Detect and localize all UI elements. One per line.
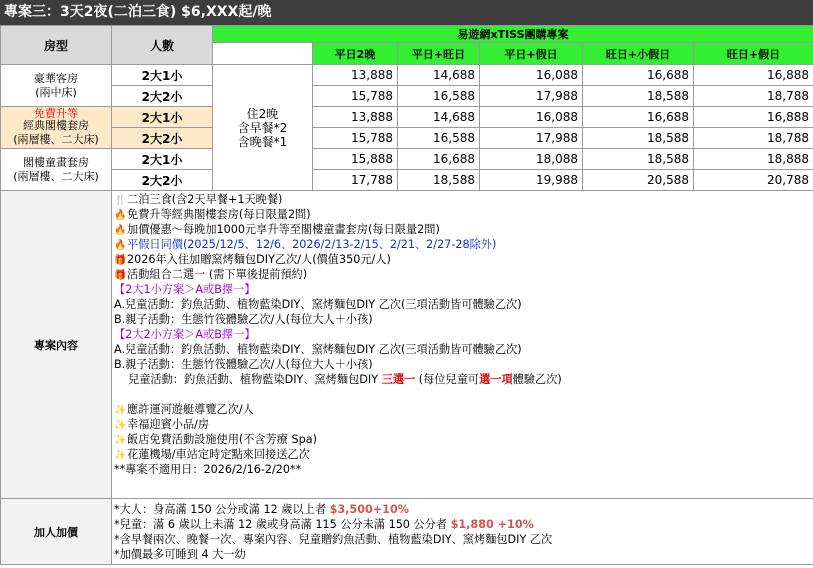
gift-icon: 🎁 xyxy=(114,270,127,281)
sparkle-icon: ✨ xyxy=(114,420,127,431)
sparkle-icon: ✨ xyxy=(114,405,127,416)
package-table xyxy=(0,25,813,565)
price-cell: 13,888 xyxy=(313,107,398,128)
fire-icon: 🔥 xyxy=(114,240,127,251)
price-cell: 15,788 xyxy=(313,86,398,107)
price-cell: 16,688 xyxy=(398,149,480,170)
price-cell: 13,888 xyxy=(313,65,398,86)
header-blank xyxy=(213,43,313,65)
header-col-0: 平日2晚 xyxy=(313,43,398,65)
price-cell: 16,088 xyxy=(480,107,583,128)
price-cell: 18,588 xyxy=(583,149,694,170)
price-cell: 18,588 xyxy=(398,170,480,191)
content-label: 專案內容 xyxy=(1,191,112,499)
pax-label: 2大1小 xyxy=(112,149,213,170)
price-cell: 20,788 xyxy=(694,170,813,191)
price-cell: 17,988 xyxy=(480,86,583,107)
price-cell: 16,888 xyxy=(694,65,813,86)
price-cell: 17,788 xyxy=(313,170,398,191)
header-group-title: 易遊網xTISS團購專案 xyxy=(213,26,813,43)
gift-icon: 🎁 xyxy=(114,255,127,266)
price-cell: 16,688 xyxy=(583,65,694,86)
pax-label: 2大2小 xyxy=(112,86,213,107)
price-cell: 18,788 xyxy=(694,86,813,107)
price-cell: 18,588 xyxy=(583,128,694,149)
header-col-4: 旺日+假日 xyxy=(694,43,813,65)
price-cell: 16,088 xyxy=(480,65,583,86)
room-type-kids-loft: 閣樓童畫套房 (兩層樓、二大床) xyxy=(1,149,112,191)
pax-label: 2大1小 xyxy=(112,107,213,128)
kids-activity-choice: 兒童活動：釣魚活動、植物藍染DIY、窯烤麵包DIY 三選一 (每位兒童可選一項體驗乙次) xyxy=(128,373,562,386)
price-cell: 17,988 xyxy=(480,128,583,149)
header-col-1: 平日+旺日 xyxy=(398,43,480,65)
fork-knife-icon: 🍴 xyxy=(114,195,127,206)
page-title: 專案三：3天2夜(二泊三食) $6,XXX起/晚 xyxy=(0,0,813,25)
price-cell: 18,088 xyxy=(480,149,583,170)
room-type-deluxe: 豪華客房 (兩中床) xyxy=(1,65,112,107)
sparkle-icon: ✨ xyxy=(114,435,127,446)
price-cell: 18,788 xyxy=(694,128,813,149)
sparkle-icon: ✨ xyxy=(114,450,127,461)
meal-note: 住2晚 含早餐*2 含晚餐*1 xyxy=(213,65,313,191)
fire-icon: 🔥 xyxy=(114,210,127,221)
room-type-loft-suite: 免費升等 經典閣樓套房 (兩層樓、二大床) xyxy=(1,107,112,149)
price-cell: 16,688 xyxy=(583,107,694,128)
price-cell: 14,688 xyxy=(398,107,480,128)
pax-label: 2大2小 xyxy=(112,170,213,191)
pax-label: 2大2小 xyxy=(112,128,213,149)
header-people: 人數 xyxy=(112,26,213,65)
price-cell: 18,588 xyxy=(583,86,694,107)
price-cell: 18,888 xyxy=(694,149,813,170)
price-cell: 16,588 xyxy=(398,128,480,149)
price-cell: 16,588 xyxy=(398,86,480,107)
header-room-type: 房型 xyxy=(1,26,112,65)
price-cell: 16,888 xyxy=(694,107,813,128)
fire-icon: 🔥 xyxy=(114,225,127,236)
price-cell: 20,588 xyxy=(583,170,694,191)
header-col-2: 平日+假日 xyxy=(480,43,583,65)
price-cell: 19,988 xyxy=(480,170,583,191)
price-cell: 15,788 xyxy=(313,128,398,149)
extra-label: 加人加價 xyxy=(1,499,112,565)
extra-charges: *大人：身高滿 150 公分或滿 12 歲以上者 $3,500+10% *兒童：滿 6 歲以上未滿 12 歲或身高滿 115 公分未滿 150 公分者 $1,880 +10% *含早餐兩次、晚餐一次、專案內容、兒童贈釣魚活動、植物藍染DIY、窯烤麵包DIY 乙次 *加價最多可睡到 4 大一幼 xyxy=(112,499,813,565)
price-cell: 15,888 xyxy=(313,149,398,170)
pax-label: 2大1小 xyxy=(112,65,213,86)
package-content: 🍴二泊三食(含2天早餐+1天晚餐) 🔥免費升等經典閣樓套房(每日限量2間) 🔥加價優惠～每晚加1000元享升等至閣樓童畫套房(每日限量2間) 🔥平假日同價(2025/12/5、12/6、2026/2/13-2/15、2/21、2/27-28除外) 🎁2026年入住加贈窯烤麵包DIY乙次/人(價值350元/人) 🎁活動組合二選一 (需下單後提前預約) 【2大1小方案＞A或B擇一】 A.兒童活動：釣魚活動、植物藍染DIY、窯烤麵包DIY 乙次(三項活動皆可體驗乙次) B.親子活動：生態竹筏體驗乙次/人(每位大人＋小孩) 【2大2小方案＞A或B擇一】 A.兒童活動：釣魚活動、植物藍染DIY、窯烤麵包DIY 乙次(三項活動皆可體驗乙次) B.親子活動：生態竹筏體驗乙次/人(每位大人＋小孩) 兒童活動：釣魚活動、植物藍染DIY、窯烤麵包DIY 三選一 (每位兒童可選一項體驗乙次) ✨應許運河遊艇導覽乙次/人 ✨幸福迎賓小品/房 ✨飯店免費活動設施使用(不含芳療 Spa) ✨花蓮機場/車站定時定點來回接送乙次 **專案不適用日：2026/2/16-2/20** xyxy=(112,191,813,499)
header-col-3: 旺日+小假日 xyxy=(583,43,694,65)
price-cell: 14,688 xyxy=(398,65,480,86)
